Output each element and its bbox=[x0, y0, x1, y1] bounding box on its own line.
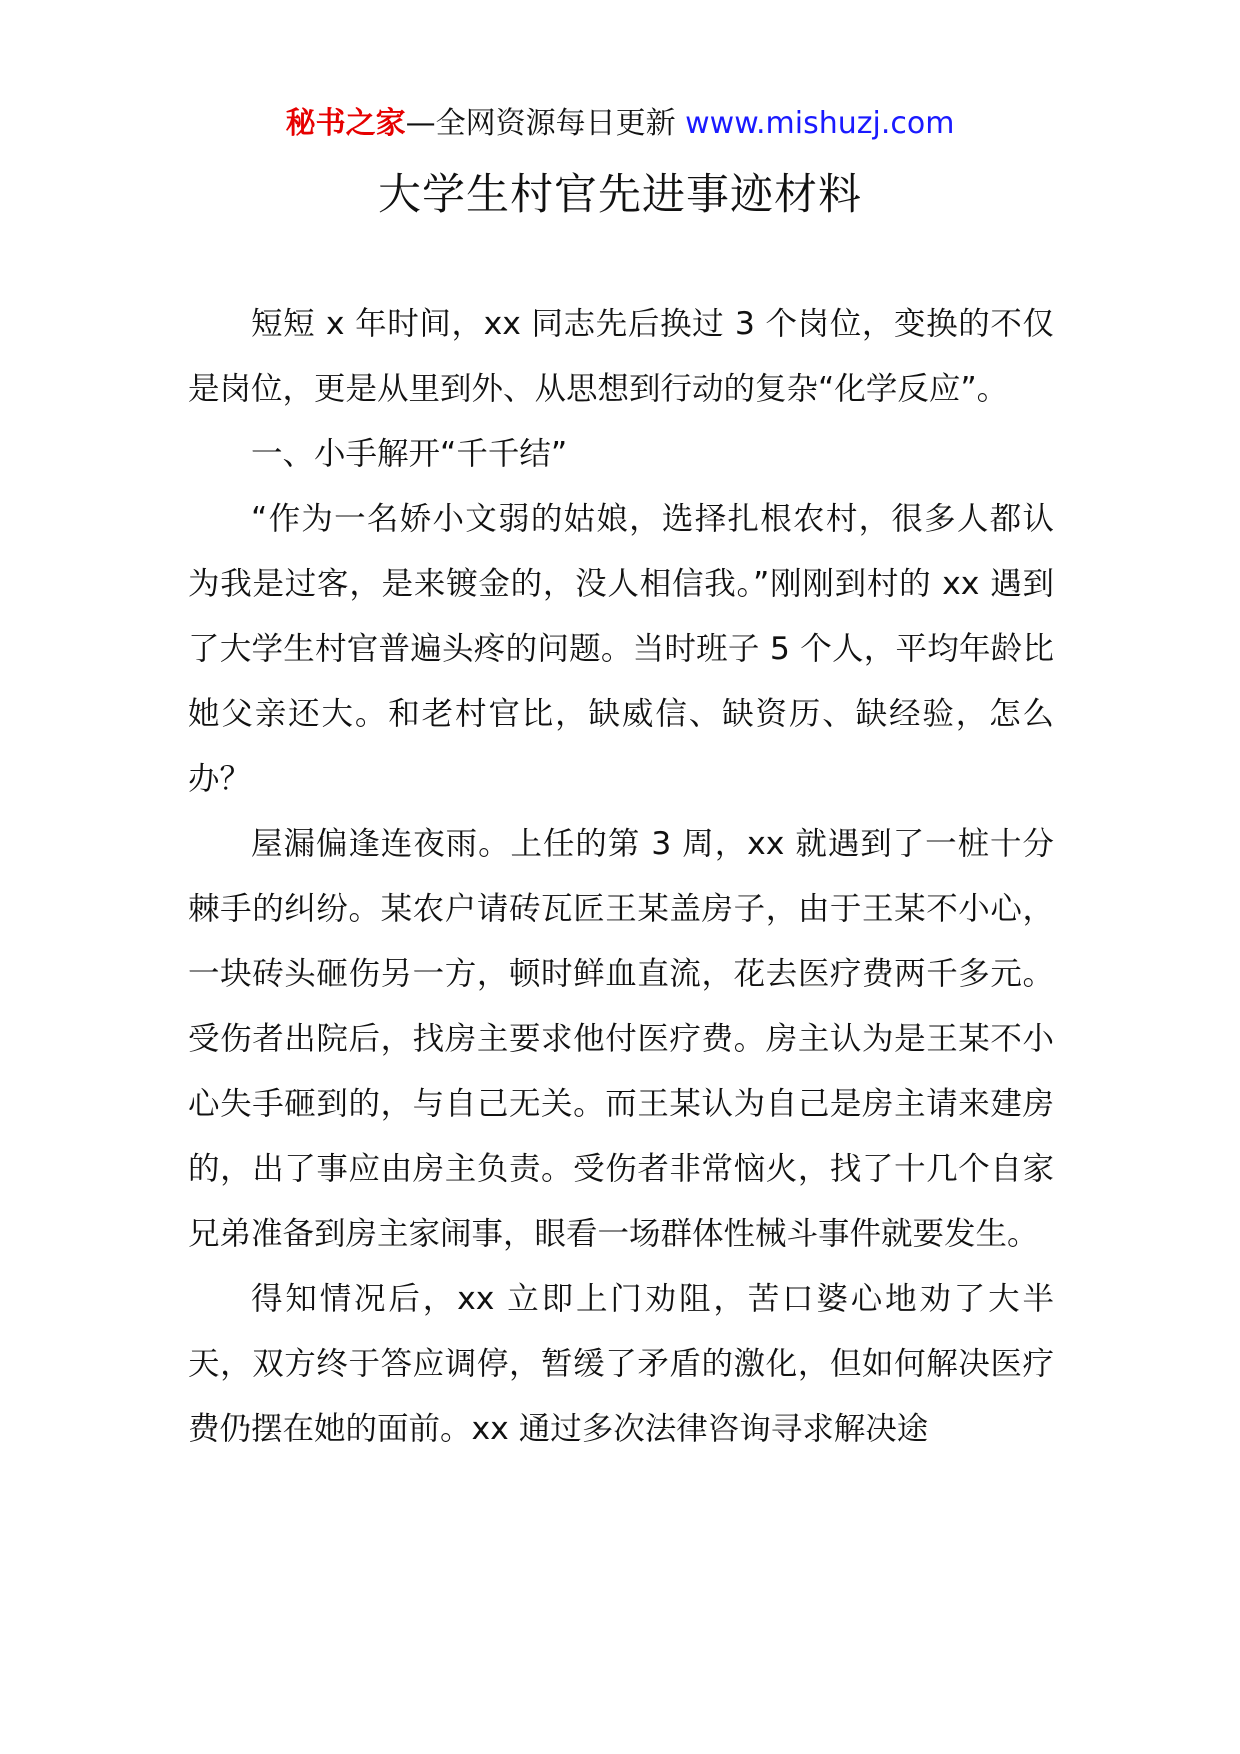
body-paragraph: “作为一名娇小文弱的姑娘，选择扎根农村，很多人都认为我是过客，是来镀金的，没人相信我。”刚刚到村的 xx 遇到了大学生村官普遍头疼的问题。当时班子 5 个人，平均年龄比她父亲还大。和老村官比，缺威信、缺资历、缺经验，怎么办？ bbox=[188, 501, 1054, 797]
body-paragraph: 得知情况后，xx 立即上门劝阻，苦口婆心地劝了大半天，双方终于答应调停，暂缓了矛盾的激化，但如何解决医疗费仍摆在她的面前。xx 通过多次法律咨询寻求解决途 bbox=[188, 1281, 1054, 1447]
brand-name: 秘书之家 bbox=[285, 106, 406, 141]
body-paragraph: 屋漏偏逢连夜雨。上任的第 3 周，xx 就遇到了一桩十分棘手的纠纷。某农户请砖瓦匠王某盖房子，由于王某不小心，一块砖头砸伤另一方，顿时鲜血直流，花去医疗费两千多元。受伤者出院后，找房主要求他付医疗费。房主认为是王某不小心失手砸到的，与自己无关。而王某认为自己是房主请来建房的，出了事应由房主负责。受伤者非常恼火，找了十几个自家兄弟准备到房主家闹事，眼看一场群体性械斗事件就要发生。 bbox=[188, 826, 1054, 1252]
intro-paragraph: 短短 x 年时间，xx 同志先后换过 3 个岗位，变换的不仅是岗位，更是从里到外、从思想到行动的复杂“化学反应”。 bbox=[188, 306, 1054, 407]
site-url-link[interactable]: www.mishuzj.com bbox=[685, 106, 955, 141]
document-body bbox=[188, 292, 1054, 1462]
document-title: 大学生村官先进事迹材料 bbox=[378, 170, 862, 220]
site-header bbox=[0, 102, 1240, 146]
header-tagline: —全网资源每日更新 bbox=[405, 106, 686, 141]
section-heading: 一、小手解开“千千结” bbox=[251, 436, 568, 472]
